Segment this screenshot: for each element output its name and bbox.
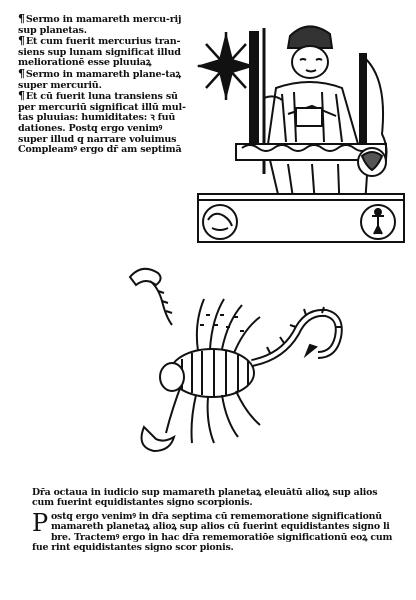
lower-text-block [32,488,402,553]
paragraph-3-text: Sermo in mamareth plane-taꝝ super mercuriū. [18,68,181,91]
paragraph-1 [18,14,190,36]
paragraph-4 [18,91,190,156]
paragraph-6-text: ostq ergo venimꝰ in dr̄a septima cū rememoratione significationū mamareth planetaꝝ alioꝝ sup alios cū fuerint equidistantes signo li bre. Tractemꝰ ergo in hac dr̄a rememoratiōe significationū eoꝝ cum fue rint equidistantes signo scor pionis. [32,510,393,554]
pilcrow-mark: ¶ [18,34,25,48]
upper-text-column [18,14,190,156]
seated-figure-woodcut [192,14,406,246]
pilcrow-mark: ¶ [18,12,25,25]
paragraph-5: Dr̄a octaua in iudicio sup mamareth planetaꝝ eleuātū alioꝝ sup alios cum fuerint equidistantes signo scorpionis. [32,487,378,509]
paragraph-1-text: Sermo in mamareth mercu-rij sup planetas. [18,14,182,36]
paragraph-2 [18,36,190,69]
scorpion-illustration [100,255,350,465]
pilcrow-mark: ¶ [18,89,25,103]
paragraph-3 [18,66,190,91]
paragraph-4-text: Et cū fuerit luna transiens sū per mercuriū significat illū mul-tas pluuias: humiditates: ꝛ fuū dationes. Postq ergo venimꝰ super illud q narrare voluimus Compleamꝰ ergo dr̄ am septimā [18,91,186,156]
paragraph-6 [32,508,402,554]
pilcrow-mark: ¶ [18,66,25,80]
paragraph-2-text: Et cum fuerit mercurius tran-siens sup lunam significat illud meliorationē esse pluuiaꝝ [18,36,181,69]
drop-cap: P [32,508,48,537]
